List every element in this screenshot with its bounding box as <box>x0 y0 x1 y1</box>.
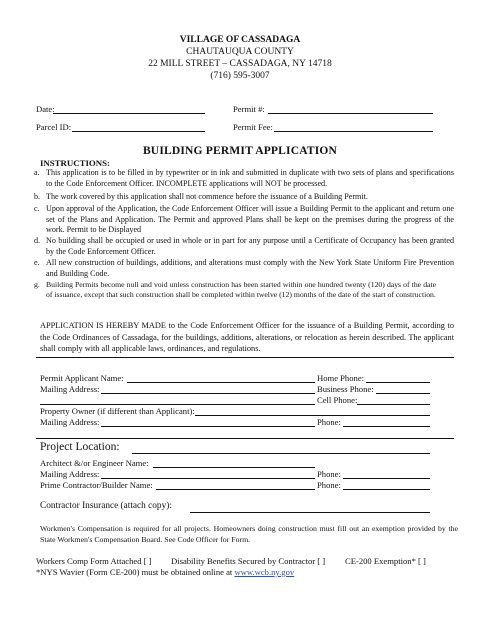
contractor-phone-label: Phone: <box>317 480 341 490</box>
permit-fee-field[interactable] <box>274 131 433 132</box>
contractor-name-label: Prime Contractor/Builder Name: <box>40 480 153 490</box>
village-address: 22 MILL STREET – CASSADAGA, NY 14718 <box>148 59 332 69</box>
ce200-exemption-checkbox[interactable]: CE-200 Exemption* [ ] <box>345 556 426 566</box>
contractor-phone-field[interactable] <box>343 489 430 490</box>
village-name: VILLAGE OF CASSADAGA <box>179 35 301 45</box>
instruction-item <box>36 236 454 257</box>
instruction-text: All new construction of buildings, additions, and alterations must comply with the New York State Uniform Fire Prevention and Building Code. <box>46 258 454 278</box>
instruction-label: c. <box>34 204 40 213</box>
instruction-text: The work covered by this application shall not commence before the issuance of a Building Permit. <box>46 192 368 201</box>
instruction-label: b. <box>34 192 41 201</box>
permit-number-field[interactable] <box>268 113 433 114</box>
divider <box>36 438 454 439</box>
business-phone-field[interactable] <box>376 393 430 394</box>
permit-number-label: Permit #: <box>233 104 265 114</box>
instruction-text: Building Permits become null and void unless construction has been started within one hundred twenty (120) days of the date of issuance, except that such construction shall be completed within twelve (12) months of the date of the start of construction. <box>46 280 436 299</box>
page-title: BUILDING PERMIT APPLICATION <box>142 145 338 157</box>
instructions-heading: INSTRUCTIONS: <box>40 158 110 168</box>
owner-phone-label: Phone: <box>317 417 341 427</box>
village-phone: (716) 595-3007 <box>210 71 270 81</box>
cell-phone-label: Cell Phone: <box>317 395 358 405</box>
mailing-address-label: Mailing Address: <box>40 384 100 394</box>
parcel-id-label: Parcel ID: <box>36 122 72 132</box>
instruction-text: No building shall be occupied or used in whole or in part for any purpose until a Certificate of Occupancy has been granted by the Code Enforcement Officer. <box>46 236 454 256</box>
instruction-item <box>36 204 454 236</box>
instruction-text: This application is to be filled in by typewriter or in ink and submitted in duplicate with two sets of plans and specifications to the Code Enforcement Officer. INCOMPLETE applications will NOT be processed. <box>46 168 454 188</box>
contractor-insurance-field[interactable] <box>190 512 430 513</box>
workers-comp-note: Workmen's Compensation is required for all projects. Homeowners doing construction must fill out an exemption provided by the State Workmen's Compensation Board. See Code Officer for Form. <box>40 524 458 544</box>
contractor-name-field[interactable] <box>156 489 315 490</box>
date-field[interactable] <box>53 113 205 114</box>
architect-name-label: Architect &/or Engineer Name: <box>40 458 149 468</box>
owner-mailing-field[interactable] <box>101 426 315 427</box>
divider <box>36 357 454 358</box>
mailing-address-line2[interactable] <box>40 404 315 405</box>
business-phone-label: Business Phone: <box>317 384 374 394</box>
workers-comp-checkbox[interactable]: Workers Comp Form Attached [ ] <box>36 556 152 566</box>
project-location-field[interactable] <box>132 453 430 454</box>
county-name: CHAUTAUQUA COUNTY <box>186 47 294 57</box>
contractor-insurance-label: Contractor Insurance (attach copy): <box>40 501 172 511</box>
cell-phone-field[interactable] <box>357 404 430 405</box>
property-owner-field[interactable] <box>195 415 430 416</box>
date-label: Date: <box>36 104 55 114</box>
mailing-address-field[interactable] <box>101 393 315 394</box>
instruction-item <box>36 192 454 203</box>
owner-mailing-label: Mailing Address: <box>40 417 100 427</box>
applicant-name-label: Permit Applicant Name: <box>40 373 124 383</box>
permit-fee-label: Permit Fee: <box>233 122 273 132</box>
instruction-text: Upon approval of the Application, the Code Enforcement Officer will issue a Building Permit to the applicant and return one set of the Plans and Application. The Permit and approved Plans shall be kept on the premises during the progress of the work. Permit to be Displayed <box>46 204 454 234</box>
architect-name-field[interactable] <box>153 467 315 468</box>
instruction-label: e. <box>34 258 40 267</box>
instruction-label: d. <box>34 236 41 245</box>
instruction-item <box>36 258 454 279</box>
architect-mailing-label: Mailing Address: <box>40 469 100 479</box>
waiver-note <box>36 567 294 578</box>
architect-phone-label: Phone: <box>317 469 341 479</box>
instruction-label: a. <box>34 168 40 177</box>
applicant-name-field[interactable] <box>127 382 315 383</box>
architect-mailing-field[interactable] <box>101 478 315 479</box>
instruction-label: g. <box>34 280 40 289</box>
wcb-link[interactable]: www.wcb.ny.gov <box>234 567 295 577</box>
disability-checkbox[interactable]: Disability Benefits Secured by Contractor [ ] <box>171 556 326 566</box>
parcel-id-field[interactable] <box>72 131 205 132</box>
property-owner-label: Property Owner (if different than Applicant): <box>40 406 195 416</box>
owner-phone-field[interactable] <box>343 426 430 427</box>
instruction-item <box>36 168 454 189</box>
waiver-text: *NYS Wavier (Form CE-200) must be obtained online at <box>36 567 235 577</box>
architect-phone-field[interactable] <box>343 478 430 479</box>
home-phone-field[interactable] <box>366 382 430 383</box>
home-phone-label: Home Phone: <box>317 373 365 383</box>
application-statement: APPLICATION IS HEREBY MADE to the Code Enforcement Officer for the issuance of a Building Permit, according to the Code Ordinances of Cassadaga, for the buildings, additions, alterations, or relocation as herein described. The applicant shall comply with all applicable laws, ordinances, and regulations. <box>40 321 454 353</box>
project-location-label: Project Location: <box>40 441 120 453</box>
instruction-item <box>36 280 436 299</box>
